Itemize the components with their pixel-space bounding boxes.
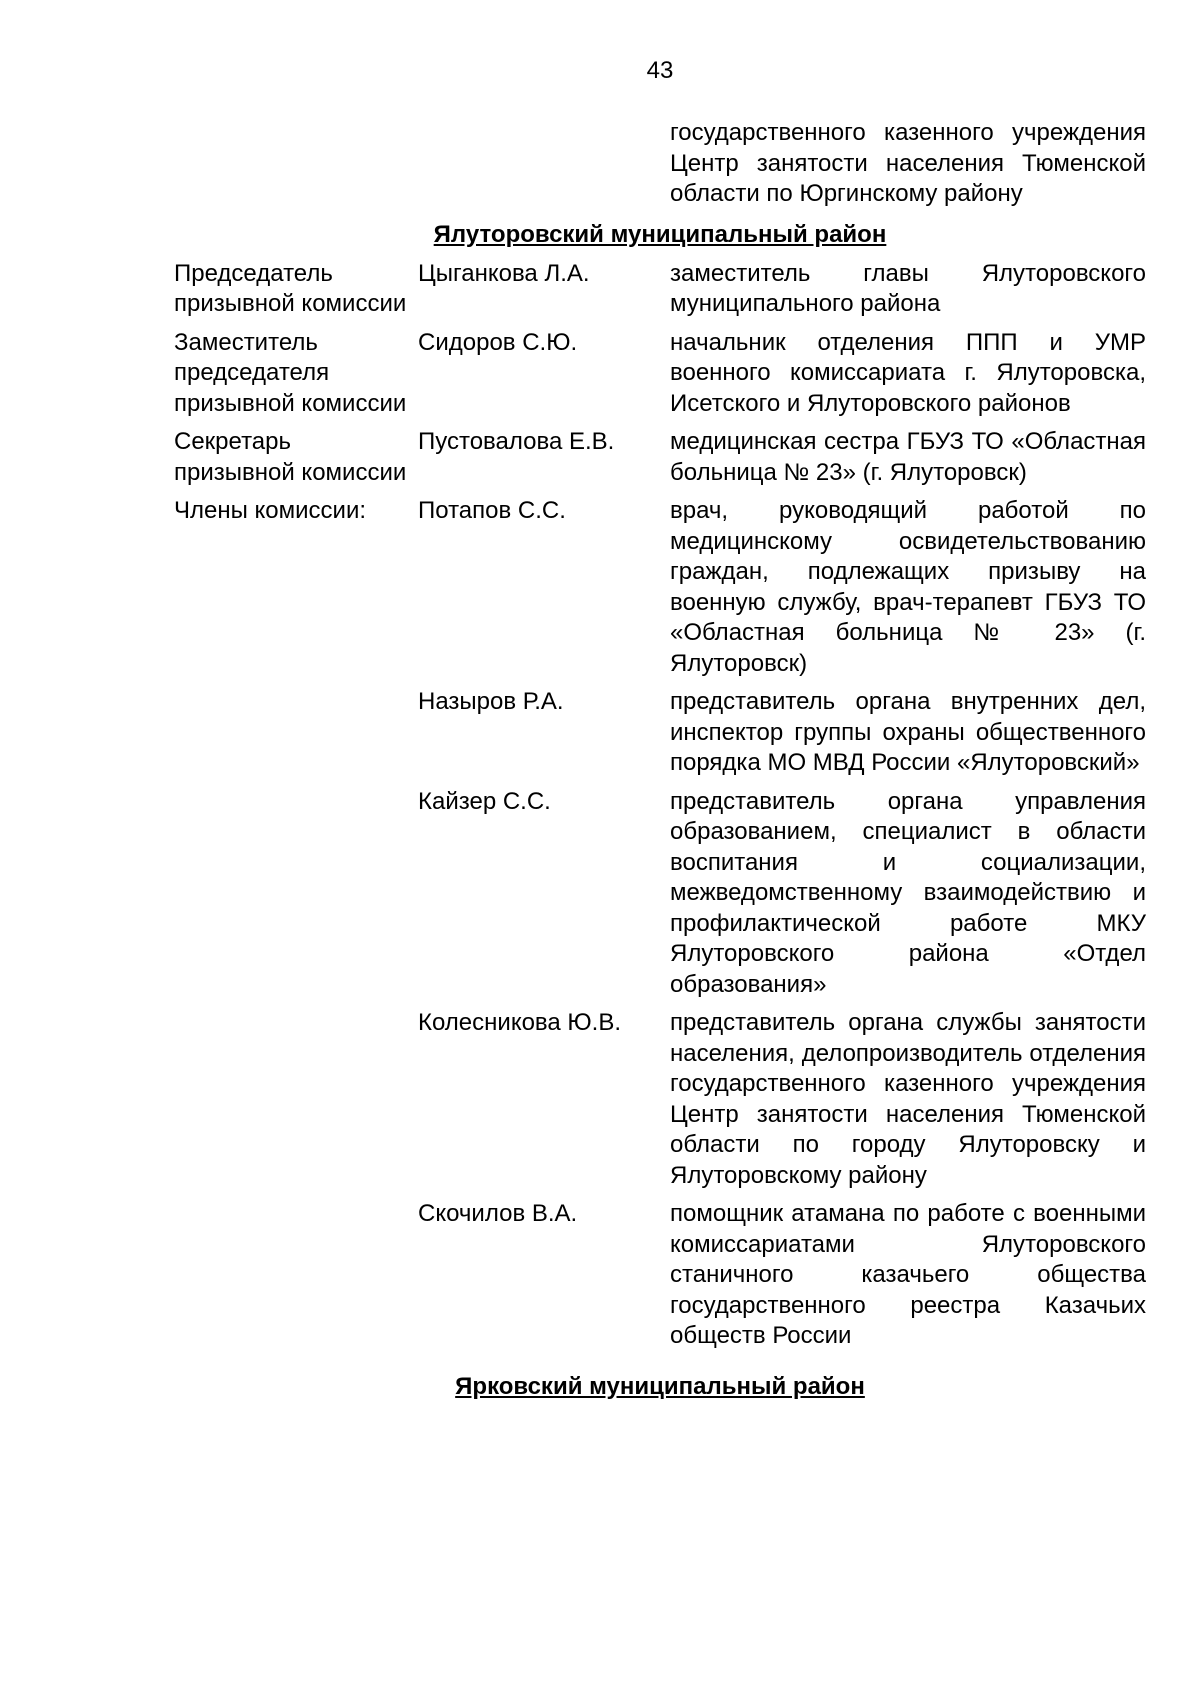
- document-body: [174, 118, 1146, 1411]
- table-row: [174, 687, 1146, 787]
- table-row: [174, 328, 1146, 428]
- name-cell: Потапов С.С.: [418, 497, 566, 524]
- role-cell: Заместитель председателя призывной комиссии: [174, 328, 407, 417]
- name-cell: Скочилов В.А.: [418, 1200, 578, 1227]
- description-cell: медицинская сестра ГБУЗ ТО «Областная больница № 23» (г. Ялуторовск): [670, 428, 1146, 486]
- role-cell: [174, 787, 418, 1009]
- description-cell: начальник отделения ППП и УМР военного комиссариата г. Ялуторовска, Исетского и Ялуторовского районов: [670, 328, 1146, 417]
- role-cell: Председатель призывной комиссии: [174, 259, 407, 317]
- table-row: [174, 787, 1146, 1009]
- name-cell: Пустовалова Е.В.: [418, 428, 615, 455]
- continuation-text: государственного казенного учреждения Центр занятости населения Тюменской области по Юргинскому району: [670, 119, 1146, 207]
- description-cell: помощник атамана по работе с военными комиссариатами Ялуторовского станичного казачьего общества государственного реестра Казачьих обществ России: [670, 1200, 1146, 1349]
- name-cell: Цыганкова Л.А.: [418, 259, 590, 287]
- page-number-container: [0, 56, 1200, 86]
- role-cell: Секретарь призывной комиссии: [174, 428, 407, 486]
- description-cell: представитель органа управления образованием, специалист в области воспитания и социализации, межведомственному взаимодействию и профилактической работе МКУ Ялуторовского района «Отдел образования»: [670, 787, 1146, 998]
- description-cell: представитель органа внутренних дел, инспектор группы охраны общественного порядка МО МВД России «Ялуторовский»: [670, 688, 1146, 776]
- name-cell: Кайзер С.С.: [418, 787, 551, 815]
- description-cell: заместитель главы Ялуторовского муниципального района: [670, 259, 1146, 317]
- table-row: [174, 1199, 1146, 1360]
- table-row: [174, 1008, 1146, 1199]
- description-cell: представитель органа службы занятости населения, делопроизводитель отделения государственного казенного учреждения Центр занятости населения Тюменской области по городу Ялуторовску и Ялуторовскому району: [670, 1009, 1146, 1189]
- role-cell: [174, 1199, 418, 1360]
- table-row: [174, 496, 1146, 687]
- table-row: [174, 259, 1146, 328]
- name-cell: Сидоров С.Ю.: [418, 328, 578, 356]
- next-section-heading: Ярковский муниципальный район: [455, 1372, 865, 1400]
- table-row: [174, 427, 1146, 496]
- description-cell: врач, руководящий работой по медицинскому освидетельствованию граждан, подлежащих призыву на военную службу, врач-терапевт ГБУЗ ТО «Областная больница № 23» (г. Ялуторовск): [670, 497, 1146, 677]
- name-cell: Колесникова Ю.В.: [418, 1009, 622, 1036]
- section-heading: Ялуторовский муниципальный район: [433, 220, 887, 248]
- page-number: 43: [646, 57, 674, 84]
- role-cell: Члены комиссии:: [174, 497, 367, 524]
- role-cell: [174, 1008, 418, 1199]
- commission-table: [174, 259, 1146, 1360]
- role-cell: [174, 687, 418, 787]
- name-cell: Назыров Р.А.: [418, 688, 564, 715]
